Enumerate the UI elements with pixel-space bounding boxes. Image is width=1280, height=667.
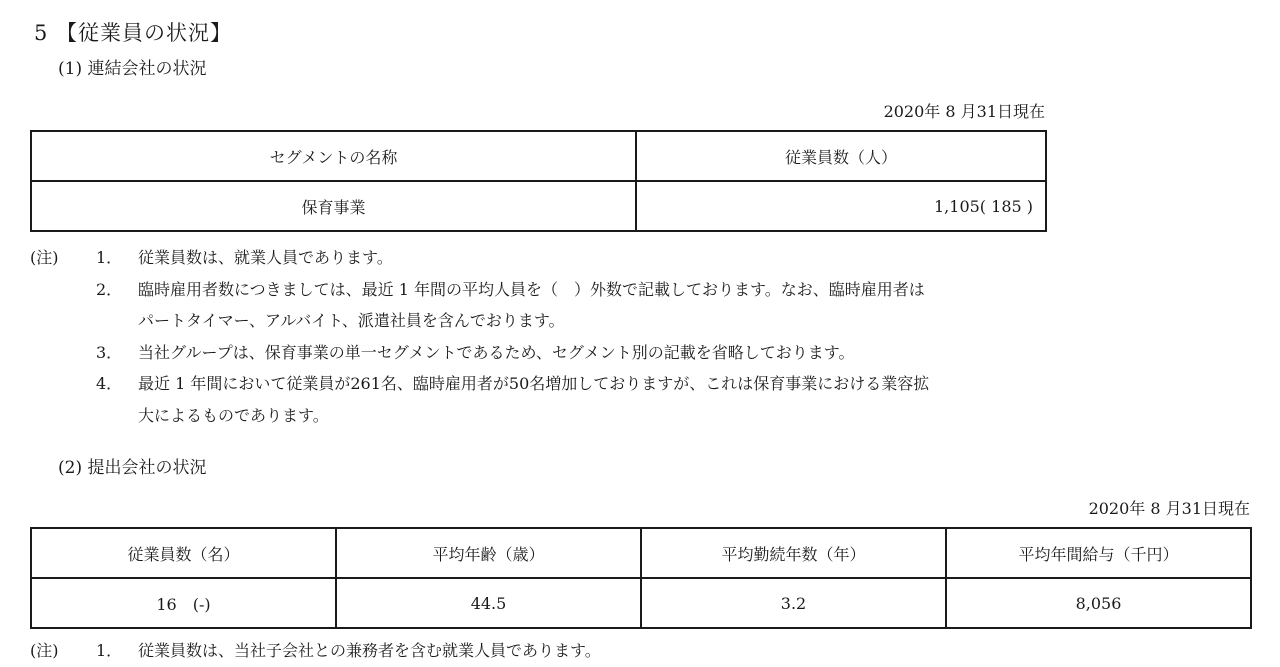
note-line: 従業員数は、就業人員であります。 <box>138 248 393 267</box>
note-number: 1． <box>96 641 123 660</box>
header-employee-count: 従業員数（名） <box>31 528 336 578</box>
note-number: 4． <box>96 374 123 393</box>
table-row <box>31 578 1251 628</box>
cell-average-tenure: 3.2 <box>641 578 946 628</box>
cell-average-salary: 8,056 <box>946 578 1251 628</box>
header-employee-count: 従業員数（人） <box>636 131 1046 181</box>
section-1-heading: (1) 連結会社の状況 <box>58 59 207 79</box>
table-header-row <box>31 131 1046 181</box>
consolidated-employees-table <box>30 130 1047 232</box>
consolidated-notes <box>30 242 1250 431</box>
note-number: 1． <box>96 248 123 267</box>
header-average-tenure: 平均勤続年数（年） <box>641 528 946 578</box>
note-label: (注) <box>30 641 59 660</box>
table-row <box>31 181 1046 231</box>
section-divider-space <box>30 431 1250 445</box>
note-item-1 <box>30 242 1250 274</box>
note-item-4 <box>30 368 1250 431</box>
cell-employee-count: 1,105( 185 ) <box>636 181 1046 231</box>
note-line: 従業員数は、当社子会社との兼務者を含む就業人員であります。 <box>138 641 601 660</box>
cell-employee-count: 16 (-) <box>31 578 336 628</box>
filing-company-employees-table <box>30 527 1252 629</box>
header-average-salary: 平均年間給与（千円） <box>946 528 1251 578</box>
section-1-as-of-date: 2020年 8 月31日現在 <box>883 102 1045 121</box>
cell-average-age: 44.5 <box>336 578 641 628</box>
note-line: 大によるものであります。 <box>138 405 329 425</box>
page-title: 5 【従業員の状況】 <box>34 21 233 45</box>
note-label <box>30 274 96 337</box>
note-line: 最近 1 年間において従業員が261名、臨時雇用者が50名増加しておりますが、これは保育事業における業容拡 <box>138 374 930 393</box>
section-2-heading: (2) 提出会社の状況 <box>58 458 207 478</box>
note-item-3 <box>30 337 1250 369</box>
note-label <box>30 337 96 369</box>
note-number: 3． <box>96 342 123 362</box>
note-item-2 <box>30 274 1250 337</box>
table-header-row <box>31 528 1251 578</box>
note-label <box>30 368 96 431</box>
header-segment-name: セグメントの名称 <box>31 131 636 181</box>
section-2-as-of-date: 2020年 8 月31日現在 <box>1088 499 1250 518</box>
cell-segment-name: 保育事業 <box>31 181 636 231</box>
note-line: 当社グループは、保育事業の単一セグメントであるため、セグメント別の記載を省略しております。 <box>138 342 855 362</box>
note-label: (注) <box>30 248 59 267</box>
note-number: 2． <box>96 279 123 299</box>
note-line: パートタイマー、アルバイト、派遣社員を含んでおります。 <box>138 311 565 330</box>
note-line: 臨時雇用者数につきましては、最近 1 年間の平均人員を（ ）外数で記載しております。なお、臨時雇用者は <box>138 279 925 299</box>
header-average-age: 平均年齢（歳） <box>336 528 641 578</box>
